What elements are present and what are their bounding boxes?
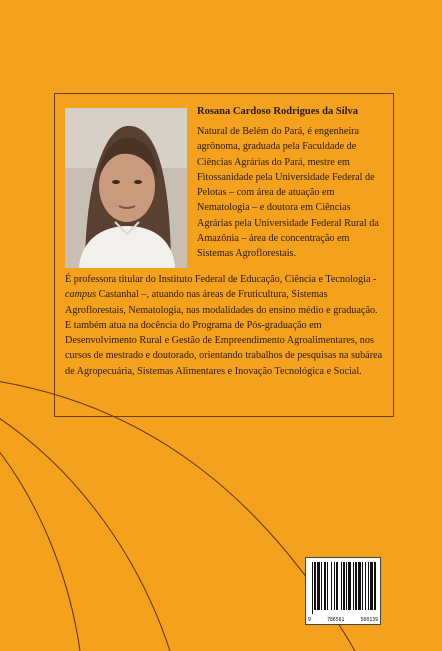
barcode-bar — [321, 562, 322, 610]
barcode-bar — [317, 562, 320, 610]
barcode-bar — [370, 562, 373, 610]
barcode-bar — [365, 562, 366, 610]
barcode-bar — [341, 562, 342, 610]
barcode-digit-group-2: 560139 — [360, 618, 378, 623]
barcode-bar — [374, 562, 376, 610]
bio-career-text-start: É professora titular do Instituto Federal de Educação, Ciência e Tecnologia - — [65, 274, 377, 285]
author-name: Rosana Cardoso Rodrigues da Silva — [197, 106, 359, 117]
barcode-bars — [306, 558, 380, 614]
barcode-bar — [368, 562, 369, 610]
barcode-bar — [343, 562, 345, 610]
author-photo — [65, 108, 187, 268]
bio-career-italic: campus — [65, 289, 97, 301]
isbn-barcode — [305, 557, 381, 625]
barcode-digit-first: 9 — [308, 618, 311, 623]
barcode-bar — [314, 562, 316, 610]
barcode-bar — [346, 562, 347, 610]
barcode-digits — [308, 618, 378, 623]
barcode-bar — [355, 562, 357, 610]
author-bio-intro: Natural de Belém do Pará, é engenheira agrônoma, graduada pela Faculdade de Ciências Agrárias do Pará, mestre em Fitossanidade pela Universidade Federal de Pelotas – com área de atuação em Nematologia – e doutora em Ciências Agrárias pela Universidade Federal Rural da Amazônia – área de concentração em Sistemas Agroflorestais. — [197, 126, 379, 260]
barcode-bar — [353, 562, 354, 610]
barcode-bar — [331, 562, 332, 610]
author-bio-career — [65, 272, 385, 379]
barcode-bar — [334, 562, 335, 610]
bio-career-text-end: Castanhal –, atuando nas áreas de Fruticultura, Sistemas Agroflorestais, Nematologia, nas modalidades do ensino médio e graduação. E também atua na docência do Programa de Pós-graduação em Desenvolvimento Rural e Gestão de Empreendimento Agroalimentares, nos cursos de mestrado e doutorado, orientando trabalhos de pesquisas na subárea de Agropecuária, Sistemas Alimentares e Inovação Tecnológica e Social. — [65, 289, 383, 377]
barcode-bar — [312, 562, 313, 614]
barcode-bar — [358, 562, 361, 610]
barcode-bar — [362, 562, 363, 610]
barcode-bar — [327, 562, 328, 610]
barcode-bar — [336, 562, 338, 610]
barcode-bar — [348, 562, 351, 610]
barcode-digit-group-1: 786561 — [327, 618, 345, 623]
barcode-bar — [324, 562, 326, 610]
